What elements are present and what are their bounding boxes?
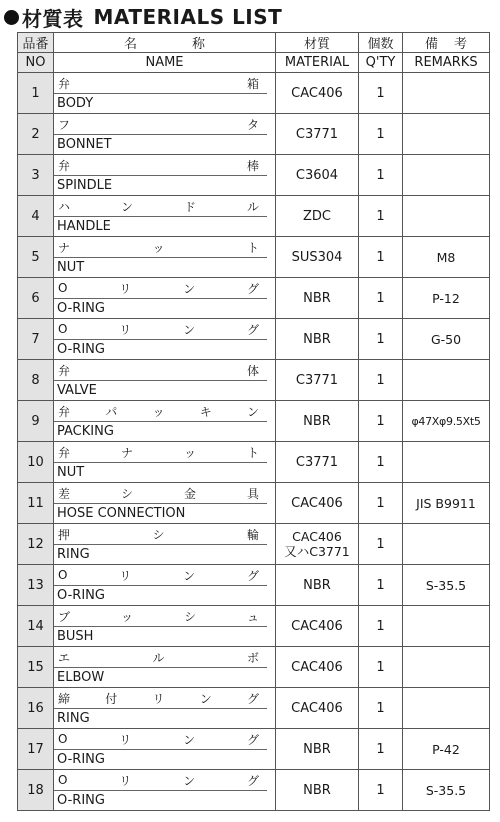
part-material: SUS304 <box>276 237 359 278</box>
part-name-jp-char: エ <box>58 650 71 665</box>
part-material: CAC406 <box>276 647 359 688</box>
part-qty: 1 <box>359 319 403 360</box>
part-remarks <box>403 360 490 401</box>
part-name-en: O-RING <box>57 793 105 808</box>
part-name-jp-char: シ <box>183 609 196 624</box>
part-name-jp <box>54 114 267 135</box>
part-name-jp-char: 箱 <box>246 76 259 91</box>
part-name-jp-char: グ <box>246 322 259 337</box>
header-no-en: NO <box>18 53 54 73</box>
part-qty: 1 <box>359 155 403 196</box>
part-name <box>54 483 276 524</box>
part-qty: 1 <box>359 114 403 155</box>
part-name <box>54 114 276 155</box>
part-name-jp <box>54 770 267 791</box>
part-qty: 1 <box>359 237 403 278</box>
table-row <box>18 278 490 319</box>
part-name-jp-char: ブ <box>58 609 71 624</box>
table-row <box>18 442 490 483</box>
part-name-jp-char: 弁 <box>58 158 71 173</box>
part-qty: 1 <box>359 73 403 114</box>
part-name-jp-char: 弁 <box>58 445 71 460</box>
part-no: 15 <box>18 647 54 688</box>
part-no: 12 <box>18 524 54 565</box>
part-name-en: O-RING <box>57 752 105 767</box>
header-remarks-jp <box>403 33 490 53</box>
part-name-jp-char: ト <box>246 240 259 255</box>
table-row <box>18 483 490 524</box>
part-name-jp-char: ッ <box>120 609 133 624</box>
part-name-jp-char: ッ <box>152 404 165 419</box>
part-name-jp-char: O <box>58 568 68 582</box>
part-name-jp-char: 弁 <box>58 76 71 91</box>
part-name-jp-char: リ <box>119 732 132 747</box>
header-qty-en: Q'TY <box>359 53 403 73</box>
part-name-en: VALVE <box>57 383 97 398</box>
part-material-line2: 又ハC3771 <box>284 544 350 559</box>
part-qty: 1 <box>359 483 403 524</box>
bullet-icon <box>4 10 19 25</box>
part-name-en: RING <box>57 711 90 726</box>
part-name-jp-char: ル <box>246 199 259 214</box>
part-material: CAC406 <box>276 483 359 524</box>
table-row <box>18 401 490 442</box>
part-name-jp-char: タ <box>246 117 259 132</box>
part-name-jp-char: ン <box>199 691 212 706</box>
part-no: 16 <box>18 688 54 729</box>
part-name-jp-char: ッ <box>152 240 165 255</box>
part-qty: 1 <box>359 729 403 770</box>
part-material: CAC406 <box>276 73 359 114</box>
part-name-jp-char: 押 <box>58 527 71 542</box>
part-name-jp-char: ュ <box>246 609 259 624</box>
table-row <box>18 770 490 811</box>
part-name-jp-char: ン <box>183 281 196 296</box>
part-name-jp-char: 金 <box>183 486 196 501</box>
part-name <box>54 360 276 401</box>
part-no: 4 <box>18 196 54 237</box>
part-name-jp-char: ン <box>183 773 196 788</box>
part-material: CAC406 <box>276 688 359 729</box>
part-qty: 1 <box>359 606 403 647</box>
header-no-jp: 品番 <box>18 33 54 53</box>
part-name-en: RING <box>57 547 90 562</box>
part-qty: 1 <box>359 688 403 729</box>
part-name <box>54 524 276 565</box>
part-name-jp <box>54 442 267 463</box>
part-name-jp-char: 具 <box>246 486 259 501</box>
part-name <box>54 278 276 319</box>
part-name-jp <box>54 483 267 504</box>
part-no: 13 <box>18 565 54 606</box>
header-qty-jp: 個数 <box>359 33 403 53</box>
part-name <box>54 770 276 811</box>
part-material <box>276 524 359 565</box>
part-name-jp <box>54 565 267 586</box>
part-name-jp <box>54 688 267 709</box>
part-name-jp-char: 差 <box>58 486 71 501</box>
part-no: 9 <box>18 401 54 442</box>
materials-table <box>17 32 490 811</box>
part-name-jp <box>54 729 267 750</box>
part-name-en: NUT <box>57 465 85 480</box>
part-material: C3604 <box>276 155 359 196</box>
part-name-jp <box>54 401 267 422</box>
part-no: 2 <box>18 114 54 155</box>
part-name-jp-char: ン <box>183 568 196 583</box>
part-name-jp-char: 棒 <box>246 158 259 173</box>
part-name <box>54 565 276 606</box>
part-name-jp-char: ン <box>246 404 259 419</box>
part-material: NBR <box>276 278 359 319</box>
part-name <box>54 196 276 237</box>
part-remarks <box>403 196 490 237</box>
part-remarks <box>403 606 490 647</box>
part-name <box>54 319 276 360</box>
part-material-line1: CAC406 <box>292 529 342 544</box>
part-name-jp <box>54 237 267 258</box>
part-no: 18 <box>18 770 54 811</box>
table-row <box>18 73 490 114</box>
part-name-jp-char: ナ <box>120 445 133 460</box>
part-name-jp-char: O <box>58 281 68 295</box>
part-name <box>54 606 276 647</box>
header-material-en: MATERIAL <box>276 53 359 73</box>
part-material: NBR <box>276 319 359 360</box>
part-name-jp-char: 弁 <box>58 404 71 419</box>
part-name <box>54 688 276 729</box>
part-name-jp-char: 輪 <box>246 527 259 542</box>
table-row <box>18 319 490 360</box>
part-name-jp <box>54 155 267 176</box>
part-name-jp-char: 体 <box>246 363 259 378</box>
header-name-jp <box>54 33 276 53</box>
part-qty: 1 <box>359 360 403 401</box>
part-name-jp <box>54 360 267 381</box>
part-name-jp-char: ボ <box>246 650 259 665</box>
part-name-en: HANDLE <box>57 219 111 234</box>
part-name <box>54 73 276 114</box>
part-name-jp-char: ハ <box>58 199 71 214</box>
part-name-jp-char: 付 <box>105 691 118 706</box>
header-material-jp: 材質 <box>276 33 359 53</box>
part-remarks <box>403 688 490 729</box>
part-name-jp-char: O <box>58 322 68 336</box>
part-name-jp-char: 弁 <box>58 363 71 378</box>
part-name <box>54 647 276 688</box>
title-jp: 材質表 <box>22 6 84 31</box>
header-row-jp <box>18 33 490 53</box>
part-name-jp <box>54 278 267 299</box>
header-remarks-jp-1: 備 <box>425 37 439 52</box>
part-qty: 1 <box>359 278 403 319</box>
part-material: NBR <box>276 770 359 811</box>
page-title <box>4 4 282 30</box>
part-name-en: BODY <box>57 96 94 111</box>
table-row <box>18 606 490 647</box>
part-name-jp-char: ル <box>152 650 165 665</box>
part-remarks: P-42 <box>403 729 490 770</box>
part-name-jp-char: O <box>58 732 68 746</box>
part-qty: 1 <box>359 647 403 688</box>
part-name-jp-char: ド <box>183 199 196 214</box>
part-material: CAC406 <box>276 606 359 647</box>
part-material: NBR <box>276 565 359 606</box>
part-name-jp <box>54 647 267 668</box>
part-qty: 1 <box>359 524 403 565</box>
part-no: 1 <box>18 73 54 114</box>
part-remarks: φ47Xφ9.5Xt5 <box>403 401 490 442</box>
part-material: C3771 <box>276 360 359 401</box>
part-name-jp-char: 締 <box>58 691 71 706</box>
part-name-en: O-RING <box>57 342 105 357</box>
part-no: 3 <box>18 155 54 196</box>
part-remarks <box>403 524 490 565</box>
part-name-jp-char: リ <box>119 281 132 296</box>
part-remarks: S-35.5 <box>403 565 490 606</box>
part-remarks: JIS B9911 <box>403 483 490 524</box>
part-name-jp <box>54 524 267 545</box>
part-qty: 1 <box>359 770 403 811</box>
part-name-jp <box>54 319 267 340</box>
part-no: 14 <box>18 606 54 647</box>
part-material: NBR <box>276 729 359 770</box>
part-remarks <box>403 442 490 483</box>
part-name-en: O-RING <box>57 301 105 316</box>
part-material: C3771 <box>276 442 359 483</box>
part-name-jp-char: グ <box>246 281 259 296</box>
part-no: 11 <box>18 483 54 524</box>
part-remarks <box>403 73 490 114</box>
part-name-jp-char: リ <box>119 568 132 583</box>
table-row <box>18 647 490 688</box>
part-qty: 1 <box>359 442 403 483</box>
table-row <box>18 524 490 565</box>
title-en: MATERIALS LIST <box>93 5 283 29</box>
part-name-jp-char: ン <box>183 322 196 337</box>
part-name-jp <box>54 606 267 627</box>
part-remarks: G-50 <box>403 319 490 360</box>
part-name-jp-char: リ <box>119 773 132 788</box>
part-qty: 1 <box>359 196 403 237</box>
part-name-jp-char: O <box>58 773 68 787</box>
part-name-jp-char: ン <box>120 199 133 214</box>
part-name-en: BUSH <box>57 629 94 644</box>
part-remarks: P-12 <box>403 278 490 319</box>
part-name-en: NUT <box>57 260 85 275</box>
part-no: 5 <box>18 237 54 278</box>
part-material: ZDC <box>276 196 359 237</box>
part-remarks <box>403 155 490 196</box>
part-name <box>54 442 276 483</box>
part-name-jp-char: グ <box>246 568 259 583</box>
part-name-jp-char: グ <box>246 691 259 706</box>
part-name-en: PACKING <box>57 424 114 439</box>
part-name <box>54 237 276 278</box>
header-row-en <box>18 53 490 73</box>
part-qty: 1 <box>359 401 403 442</box>
part-no: 10 <box>18 442 54 483</box>
table-row <box>18 237 490 278</box>
part-name-jp-char: リ <box>152 691 165 706</box>
part-no: 8 <box>18 360 54 401</box>
part-name-jp-char: グ <box>246 732 259 747</box>
part-name-jp <box>54 196 267 217</box>
part-name-jp-char: シ <box>120 486 133 501</box>
table-row <box>18 565 490 606</box>
part-name-en: HOSE CONNECTION <box>57 506 186 521</box>
table-row <box>18 196 490 237</box>
part-material: C3771 <box>276 114 359 155</box>
part-name-en: O-RING <box>57 588 105 603</box>
part-name-jp-char: キ <box>199 404 212 419</box>
header-name-jp-2: 称 <box>191 37 205 52</box>
part-remarks <box>403 114 490 155</box>
header-name-en: NAME <box>54 53 276 73</box>
part-remarks: S-35.5 <box>403 770 490 811</box>
table-row <box>18 360 490 401</box>
part-name <box>54 155 276 196</box>
part-name <box>54 401 276 442</box>
header-remarks-en: REMARKS <box>403 53 490 73</box>
table-row <box>18 729 490 770</box>
part-no: 17 <box>18 729 54 770</box>
header-remarks-jp-2: 考 <box>453 37 467 52</box>
part-name-jp-char: ッ <box>183 445 196 460</box>
part-name-jp-char: リ <box>119 322 132 337</box>
part-remarks <box>403 647 490 688</box>
part-name-jp-char: フ <box>58 117 71 132</box>
part-no: 6 <box>18 278 54 319</box>
part-remarks: M8 <box>403 237 490 278</box>
part-name-jp-char: ト <box>246 445 259 460</box>
part-name-en: BONNET <box>57 137 112 152</box>
table-row <box>18 114 490 155</box>
part-name-en: ELBOW <box>57 670 105 685</box>
table-body <box>18 73 490 811</box>
part-name-jp-char: ナ <box>58 240 71 255</box>
table-row <box>18 155 490 196</box>
part-name-jp-char: ン <box>183 732 196 747</box>
part-name-jp <box>54 73 267 94</box>
part-name <box>54 729 276 770</box>
header-name-jp-1: 名 <box>124 37 138 52</box>
part-no: 7 <box>18 319 54 360</box>
part-name-jp-char: シ <box>152 527 165 542</box>
part-name-en: SPINDLE <box>57 178 113 193</box>
part-qty: 1 <box>359 565 403 606</box>
part-material: NBR <box>276 401 359 442</box>
part-name-jp-char: パ <box>105 404 118 419</box>
table-row <box>18 688 490 729</box>
part-name-jp-char: グ <box>246 773 259 788</box>
